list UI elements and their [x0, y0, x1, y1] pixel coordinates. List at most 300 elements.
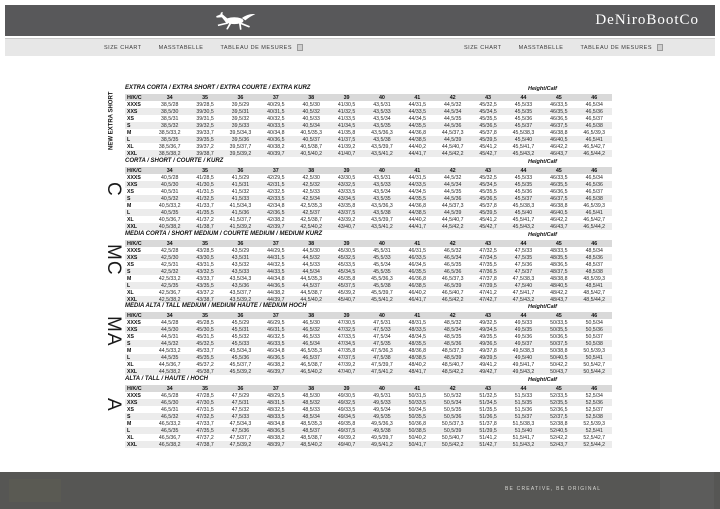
- row-label: XXS: [127, 181, 138, 188]
- size-cell: 45,5/36: [231, 354, 250, 361]
- table-row: [125, 319, 612, 326]
- size-cell: 46,5/38: [585, 195, 603, 202]
- size-cell: 43/30,5: [196, 254, 214, 261]
- table-row: [125, 261, 612, 268]
- size-cell: 49/32,5: [479, 319, 497, 326]
- row-label: S: [127, 122, 131, 129]
- size-cell: 50/40,2: [408, 434, 426, 441]
- size-cell: 49,5/33: [373, 399, 391, 406]
- size-cell: 50/37,5: [550, 340, 568, 347]
- column-header-size-44: 44: [506, 240, 541, 247]
- size-cell: 45/36,5: [479, 122, 497, 129]
- size-cell: 45/30,5: [337, 247, 356, 254]
- column-header-size-40: 40: [364, 312, 399, 319]
- nav-item-size-chart[interactable]: SIZE CHART: [464, 44, 502, 51]
- size-cell: 51/36,5: [479, 413, 497, 420]
- column-header-size-43: 43: [470, 240, 505, 247]
- footer-watermark-left: [9, 479, 61, 502]
- size-cell: 47,5/38,3: [512, 275, 535, 282]
- column-header-hkc: H/K/C: [125, 94, 152, 101]
- size-cell: 50/38,5: [408, 427, 426, 434]
- size-cell: 46/38,5: [408, 282, 426, 289]
- size-cell: 45/33,5: [337, 261, 356, 268]
- brand-header-bar: [5, 5, 715, 36]
- size-cell: 41/37,2: [196, 216, 214, 223]
- size-cell: 52/43,7: [550, 441, 568, 448]
- size-cell: 43/33,7: [196, 275, 214, 282]
- table-title: EXTRA CORTA / EXTRA SHORT / EXTRA COURTE / EXTRA KURZ: [125, 85, 311, 91]
- size-cell: 47/31,5: [196, 406, 214, 413]
- column-header-size-44: 44: [506, 385, 541, 392]
- size-cell: 43,5/33: [373, 181, 391, 188]
- size-cell: 46/42,2: [550, 216, 568, 223]
- size-cell: 50,5/36: [444, 413, 462, 420]
- size-cell: 48/36,5: [550, 261, 568, 268]
- size-cell: 52,5/34: [585, 392, 603, 399]
- size-cell: 47,5/29: [231, 392, 250, 399]
- size-cell: 41/31,5: [196, 188, 214, 195]
- size-cell: 46/40,5: [550, 209, 568, 216]
- size-cell: 47/33,5: [337, 333, 356, 340]
- size-cell: 46,5/32: [302, 326, 320, 333]
- size-cell: 41,5/37,7: [229, 216, 252, 223]
- column-header-size-46: 46: [577, 167, 613, 174]
- size-cell: 46/42,2: [550, 143, 568, 150]
- size-cell: 44,5/40,2: [300, 296, 322, 303]
- size-cell: 45/32,5: [479, 101, 497, 108]
- size-cell: 38,5/28: [161, 101, 179, 108]
- nav-group-left: [104, 39, 303, 56]
- size-cell: 50/33,5: [408, 399, 426, 406]
- size-cell: 49/37,5: [337, 427, 356, 434]
- size-cell: 45,5/39,2: [229, 368, 252, 375]
- size-cell: 44,5/37,3: [441, 129, 464, 136]
- size-cell: 46,5/35,3: [300, 347, 322, 354]
- size-cell: 46/41,7: [408, 296, 426, 303]
- size-cell: 47/33,7: [196, 420, 214, 427]
- size-cell: 44,5/34: [302, 268, 320, 275]
- size-cell: 43/35,5: [196, 282, 214, 289]
- footer-bar: [0, 472, 720, 509]
- size-cell: 47/41,2: [479, 289, 497, 296]
- size-cell: 46/35,5: [408, 268, 426, 275]
- size-cell: 48/33,5: [408, 326, 426, 333]
- size-cell: 39/33,7: [196, 129, 214, 136]
- size-cell: 44/32,5: [267, 261, 285, 268]
- size-cell: 44,5/35: [444, 115, 462, 122]
- column-header-size-36: 36: [223, 385, 258, 392]
- size-cell: 46,5/39: [444, 282, 462, 289]
- size-cell: 48,5/42,7: [583, 289, 606, 296]
- size-cell: 49,5/36,3: [371, 420, 393, 427]
- size-cell: 46,5/35: [161, 427, 179, 434]
- size-cell: 45,5/37: [514, 195, 533, 202]
- size-cell: 48,5/30: [302, 392, 320, 399]
- table-row: [125, 326, 612, 333]
- size-cell: 42,5/33,2: [158, 275, 181, 282]
- size-cell: 45/36,5: [479, 195, 497, 202]
- column-header-size-36: 36: [223, 240, 258, 247]
- column-header-size-45: 45: [541, 312, 576, 319]
- size-cell: 47,5/37: [514, 268, 533, 275]
- column-header-size-34: 34: [152, 167, 187, 174]
- size-cell: 49/39,2: [337, 434, 356, 441]
- nav-item-masstabelle[interactable]: MASSTABELLE: [158, 44, 204, 51]
- size-cell: 46,5/38,7: [300, 361, 322, 368]
- size-cell: 51/39,5: [479, 427, 497, 434]
- column-header-size-41: 41: [400, 167, 435, 174]
- footer-tagline: BE CREATIVE, BE ORIGINAL: [505, 486, 602, 492]
- size-cell: 45,5/32: [231, 333, 250, 340]
- size-cell: 41/32,5: [196, 195, 214, 202]
- nav-item-tableau-de-mesures[interactable]: TABLEAU DE MESURES: [580, 44, 653, 51]
- column-header-size-42: 42: [435, 385, 470, 392]
- size-cell: 44,5/33: [302, 261, 320, 268]
- size-cell: 40,5/35: [161, 209, 179, 216]
- size-cell: 42,5/30: [161, 254, 179, 261]
- size-cell: 50,5/38: [585, 340, 603, 347]
- size-cell: 43,5/34: [373, 115, 391, 122]
- size-cell: 39,5/29: [231, 101, 250, 108]
- size-cell: 38,5/33,2: [158, 129, 181, 136]
- size-cell: 42,5/32: [161, 268, 179, 275]
- size-table: [125, 167, 612, 230]
- size-cell: 50,5/37: [585, 333, 603, 340]
- size-cell: 45/37,5: [337, 282, 356, 289]
- size-cell: 40,5/31: [161, 188, 179, 195]
- size-cell: 49/35,8: [337, 420, 356, 427]
- size-cell: 46,5/41: [585, 209, 603, 216]
- size-cell: 46,5/34: [444, 254, 462, 261]
- size-cell: 50/35,5: [408, 413, 426, 420]
- size-cell: 45/35,5: [479, 115, 497, 122]
- table-row: [125, 368, 612, 375]
- size-cell: 42,5/30: [302, 174, 320, 181]
- size-cell: 51/34,5: [479, 399, 497, 406]
- size-cell: 39,5/31: [231, 108, 250, 115]
- size-cell: 46/36,8: [408, 275, 426, 282]
- size-cell: 46/35,5: [550, 108, 568, 115]
- size-cell: 49/33,5: [337, 406, 356, 413]
- table-side-label-ma: MA: [103, 316, 124, 347]
- size-cell: 47/39,2: [337, 361, 356, 368]
- size-cell: 43,5/36: [231, 282, 250, 289]
- size-cell: 44,5/38,2: [158, 368, 181, 375]
- size-cell: 41,5/32: [231, 188, 250, 195]
- size-cell: 48/34,5: [408, 333, 426, 340]
- size-cell: 39,5/33: [231, 122, 250, 129]
- size-cell: 42,5/35,3: [300, 202, 322, 209]
- size-cell: 47,5/35: [514, 254, 533, 261]
- size-cell: 43,5/41,2: [371, 150, 393, 157]
- size-cell: 39/32,5: [196, 122, 214, 129]
- size-cell: 47,5/31: [231, 399, 250, 406]
- size-cell: 43,5/31: [231, 254, 250, 261]
- size-cell: 42,5/35: [161, 282, 179, 289]
- nav-item-size-chart[interactable]: SIZE CHART: [104, 44, 142, 51]
- size-cell: 48/36,5: [267, 427, 285, 434]
- size-cell: 39,5/34,3: [229, 129, 252, 136]
- size-cell: 41/30,5: [337, 101, 356, 108]
- size-cell: 50,5/42,7: [583, 361, 606, 368]
- nav-item-masstabelle[interactable]: MASSTABELLE: [518, 44, 564, 51]
- column-header-size-34: 34: [152, 94, 187, 101]
- size-cell: 50,5/42,2: [441, 441, 464, 448]
- size-cell: 45/42,7: [479, 150, 497, 157]
- size-cell: 50,5/39,3: [583, 347, 606, 354]
- size-cell: 45,5/35: [514, 181, 533, 188]
- table-title: MEDIA CORTA / SHORT MEDIUM / COURTE MEDIUM / MEDIUM KURZ: [125, 231, 323, 237]
- size-cell: 43/37,2: [196, 289, 214, 296]
- size-cell: 44/35,5: [408, 122, 426, 129]
- size-cell: 46/32,5: [267, 333, 285, 340]
- size-cell: 44,5/38,7: [300, 289, 322, 296]
- size-cell: 47,5/39,2: [229, 441, 252, 448]
- row-label: XS: [127, 188, 134, 195]
- size-cell: 48,5/37: [302, 427, 320, 434]
- size-cell: 52/37,5: [550, 413, 568, 420]
- row-label: XXXS: [127, 101, 141, 108]
- column-header-size-37: 37: [258, 167, 293, 174]
- size-cell: 45/41,2: [479, 216, 497, 223]
- row-label: XL: [127, 434, 134, 441]
- column-header-size-42: 42: [435, 312, 470, 319]
- size-cell: 45/38,7: [196, 368, 214, 375]
- size-cell: 49/41,2: [479, 361, 497, 368]
- size-cell: 42,5/28: [161, 247, 179, 254]
- size-cell: 43,5/39,7: [371, 143, 393, 150]
- size-cell: 39,5/39,2: [229, 150, 252, 157]
- row-label: XS: [127, 406, 134, 413]
- size-cell: 45/34,5: [479, 108, 497, 115]
- column-header-size-43: 43: [470, 385, 505, 392]
- size-cell: 42,5/31: [161, 261, 179, 268]
- column-header-size-35: 35: [187, 385, 222, 392]
- row-label: XXS: [127, 254, 138, 261]
- column-header-size-42: 42: [435, 167, 470, 174]
- table-row: [125, 122, 612, 129]
- size-cell: 43,5/29: [231, 247, 250, 254]
- size-cell: 46/34,8: [267, 347, 285, 354]
- size-cell: 44,5/32: [161, 340, 179, 347]
- row-label: XS: [127, 261, 134, 268]
- size-cell: 46,5/39,3: [583, 129, 606, 136]
- size-table-block-1: [125, 85, 612, 157]
- row-label: XXXS: [127, 247, 141, 254]
- row-label: XXL: [127, 441, 138, 448]
- size-cell: 39,5/37,7: [229, 143, 252, 150]
- size-cell: 43,5/36,3: [371, 202, 393, 209]
- column-header-size-36: 36: [223, 94, 258, 101]
- size-cell: 46/33,5: [267, 340, 285, 347]
- size-cell: 45,5/33: [231, 340, 250, 347]
- row-label: XXL: [127, 368, 138, 375]
- size-cell: 39/35,5: [196, 136, 214, 143]
- size-cell: 46/40,5: [550, 136, 568, 143]
- size-cell: 45/35,8: [337, 275, 356, 282]
- row-label: S: [127, 340, 131, 347]
- row-label: M: [127, 347, 132, 354]
- size-cell: 49/30,5: [337, 392, 356, 399]
- size-cell: 45/37,8: [479, 202, 497, 209]
- size-cell: 44,5/36,7: [158, 361, 181, 368]
- size-cell: 49,5/41,7: [512, 361, 535, 368]
- size-cell: 48/35,5: [550, 254, 568, 261]
- nav-item-tableau-de-mesures[interactable]: TABLEAU DE MESURES: [220, 44, 293, 51]
- size-cell: 46,5/42,7: [583, 143, 606, 150]
- size-cell: 39/30,5: [196, 108, 214, 115]
- size-cell: 46/36,5: [550, 188, 568, 195]
- size-cell: 45,5/43,2: [512, 223, 535, 230]
- size-cell: 46,5/30: [161, 399, 179, 406]
- size-cell: 40,5/33: [302, 115, 320, 122]
- size-cell: 44/31,5: [267, 254, 285, 261]
- size-cell: 39/31,5: [196, 115, 214, 122]
- size-cell: 49,5/43,2: [512, 368, 535, 375]
- size-cell: 45,5/41,7: [512, 216, 535, 223]
- size-cell: 47,5/43,2: [512, 296, 535, 303]
- size-cell: 49,5/40: [514, 354, 533, 361]
- size-cell: 52,5/39,3: [583, 420, 606, 427]
- size-cell: 43/28,5: [196, 247, 214, 254]
- size-cell: 47/39,5: [479, 282, 497, 289]
- size-cell: 41/35,8: [337, 129, 356, 136]
- table-row: [125, 223, 612, 230]
- size-cell: 49,5/36: [514, 333, 533, 340]
- size-cell: 46,5/32: [161, 413, 179, 420]
- size-cell: 48/36,8: [408, 347, 426, 354]
- column-header-size-44: 44: [506, 167, 541, 174]
- column-header-size-39: 39: [329, 167, 364, 174]
- column-header-size-39: 39: [329, 385, 364, 392]
- size-cell: 48/29,5: [267, 392, 285, 399]
- nav-end-marker-icon: [297, 44, 303, 51]
- size-cell: 42/29,5: [267, 174, 285, 181]
- column-header-size-38: 38: [294, 240, 329, 247]
- size-cell: 44,5/32: [444, 174, 462, 181]
- size-cell: 48,5/32: [444, 319, 462, 326]
- size-cell: 48,5/36: [585, 254, 603, 261]
- size-cell: 48,5/40,7: [441, 361, 464, 368]
- size-cell: 45,5/43,2: [512, 150, 535, 157]
- size-cell: 50/42,2: [550, 361, 568, 368]
- table-row: [125, 174, 612, 181]
- size-cell: 48,5/44,2: [583, 296, 606, 303]
- size-cell: 50,5/37,3: [441, 420, 464, 427]
- column-header-hkc: H/K/C: [125, 167, 152, 174]
- size-cell: 43,5/36,3: [371, 129, 393, 136]
- size-cell: 47,5/40: [514, 282, 533, 289]
- size-cell: 45/32,5: [479, 174, 497, 181]
- size-cell: 46/31,5: [267, 326, 285, 333]
- size-cell: 45,5/40: [514, 209, 533, 216]
- size-cell: 46,5/36: [585, 108, 603, 115]
- size-cell: 45,5/35: [373, 268, 391, 275]
- size-cell: 47,5/35: [373, 340, 391, 347]
- size-cell: 47/34,5: [479, 254, 497, 261]
- size-cell: 38,5/30: [161, 108, 179, 115]
- size-cell: 39,5/32: [231, 115, 250, 122]
- size-cell: 47,5/36: [231, 427, 250, 434]
- size-cell: 50/31,5: [408, 392, 426, 399]
- size-cell: 49,5/37: [514, 340, 533, 347]
- size-cell: 46/39,7: [267, 368, 285, 375]
- size-cell: 45,5/31: [231, 326, 250, 333]
- size-cell: 45/32,5: [196, 340, 214, 347]
- size-cell: 48,5/34: [302, 413, 320, 420]
- size-cell: 48,5/38: [585, 268, 603, 275]
- column-header-size-39: 39: [329, 94, 364, 101]
- size-cell: 41/28,5: [196, 174, 214, 181]
- footer-watermark-right: [660, 472, 714, 509]
- size-cell: 46,5/41: [585, 136, 603, 143]
- size-cell: 47,5/34: [373, 333, 391, 340]
- size-cell: 46,5/35: [444, 261, 462, 268]
- table-row: [125, 181, 612, 188]
- size-cell: 41,5/39,2: [229, 223, 252, 230]
- table-row: [125, 247, 612, 254]
- size-cell: 46,5/32: [444, 247, 462, 254]
- size-cell: 40/32,5: [267, 115, 285, 122]
- size-cell: 45,5/35: [514, 108, 533, 115]
- size-cell: 48,5/35,3: [300, 420, 322, 427]
- size-cell: 45/39,5: [479, 209, 497, 216]
- size-cell: 43,5/32: [231, 261, 250, 268]
- size-cell: 49/35,5: [479, 333, 497, 340]
- column-header-size-44: 44: [506, 312, 541, 319]
- table-row: [125, 289, 612, 296]
- size-cell: 44/34,5: [408, 115, 426, 122]
- size-cell: 43/32,5: [196, 268, 214, 275]
- row-label: M: [127, 129, 132, 136]
- column-header-size-43: 43: [470, 312, 505, 319]
- size-cell: 38,5/32: [161, 122, 179, 129]
- size-cell: 40,5/34: [302, 122, 320, 129]
- size-cell: 51/35,5: [479, 406, 497, 413]
- size-cell: 43/34,5: [337, 195, 356, 202]
- size-cell: 40,5/28: [161, 174, 179, 181]
- column-header-size-42: 42: [435, 94, 470, 101]
- size-cell: 50,5/35: [444, 406, 462, 413]
- size-cell: 47,5/34,3: [229, 420, 252, 427]
- size-cell: 44/38,5: [408, 136, 426, 143]
- size-cell: 44,5/34: [444, 108, 462, 115]
- size-cell: 42,5/37: [302, 209, 320, 216]
- size-cell: 42,5/34: [302, 195, 320, 202]
- column-header-size-43: 43: [470, 167, 505, 174]
- table-row: [125, 195, 612, 202]
- row-label: S: [127, 413, 131, 420]
- size-cell: 41/34,5: [337, 122, 356, 129]
- size-cell: 45/33,7: [196, 347, 214, 354]
- size-cell: 43/40,7: [337, 223, 356, 230]
- size-cell: 41/32,5: [337, 108, 356, 115]
- size-cell: 47,5/32: [231, 406, 250, 413]
- row-label: XL: [127, 361, 134, 368]
- column-header-size-34: 34: [152, 240, 187, 247]
- size-cell: 44/31,5: [408, 101, 426, 108]
- column-header-size-45: 45: [541, 94, 576, 101]
- size-cell: 52/38,8: [550, 420, 568, 427]
- size-cell: 48,5/36: [444, 340, 462, 347]
- size-cell: 47/28,5: [196, 392, 214, 399]
- size-cell: 46,5/34: [302, 340, 320, 347]
- table-row: [125, 392, 612, 399]
- size-cell: 47,5/33: [514, 247, 533, 254]
- size-cell: 48,5/39: [444, 354, 462, 361]
- column-header-size-46: 46: [577, 240, 613, 247]
- column-header-size-38: 38: [294, 385, 329, 392]
